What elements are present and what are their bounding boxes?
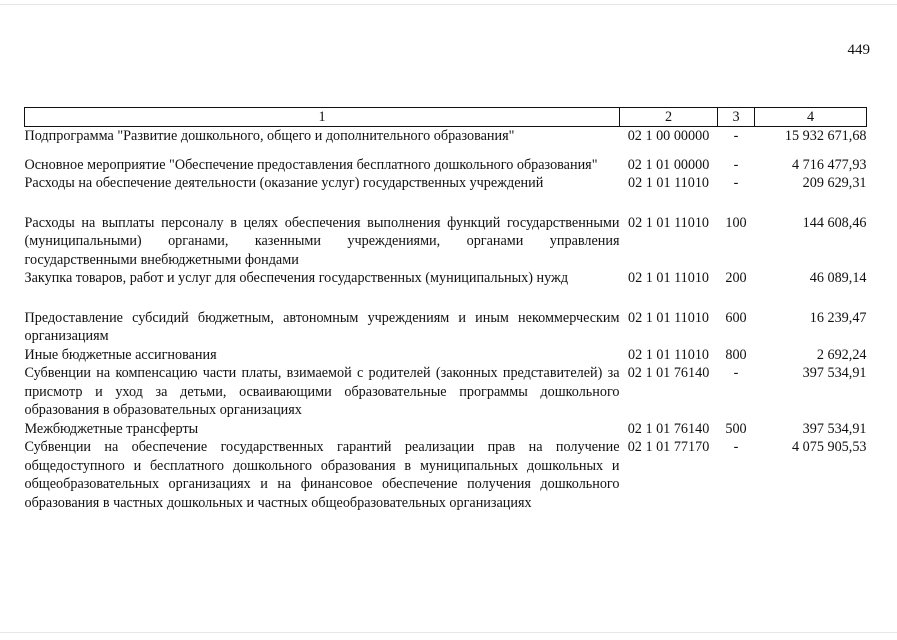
table-row [25, 309, 867, 346]
row-type: - [733, 175, 739, 191]
table-row [25, 156, 867, 175]
scan-artifact-top [0, 4, 897, 5]
row-name: Межбюджетные трансферты [24, 420, 199, 437]
row-code: 02 1 01 11010 [627, 175, 710, 191]
row-amount: 397 534,91 [802, 420, 867, 437]
table-row [25, 438, 867, 512]
row-code: 02 1 00 00000 [627, 128, 710, 144]
row-code: 02 1 01 11010 [627, 346, 710, 363]
row-code: 02 1 01 77170 [627, 439, 710, 455]
row-type: - [733, 365, 739, 381]
row-amount: 144 608,46 [802, 214, 867, 231]
row-name: Расходы на выплаты персоналу в целях обеспечения выполнения функций государственными (муниципальными) органами, казенными учреждениями, органами управления государственными внебюджетными фондами [24, 214, 620, 268]
header-col-3: 3 [718, 108, 755, 127]
table-row [25, 420, 867, 439]
table-row [25, 174, 867, 214]
row-type: - [733, 156, 739, 173]
row-name: Субвенции на компенсацию части платы, взимаемой с родителей (законных представителей) за присмотр и уход за детьми, осваивающими образовательные программы дошкольного образования в образовательных организациях [24, 365, 620, 418]
row-type: 200 [725, 270, 747, 286]
row-code: 02 1 01 00000 [627, 156, 710, 173]
row-type: - [733, 128, 739, 144]
header-col-2: 2 [620, 108, 718, 127]
table-row [25, 269, 867, 309]
table-row [25, 127, 867, 156]
row-amount: 209 629,31 [802, 175, 867, 191]
row-name: Субвенции на обеспечение государственных гарантий реализации прав на получение общедоступного и бесплатного дошкольного образования в муниципальных дошкольных и общеобразовательных организациях и на финансовое обеспечение получения дошкольного образования в частных дошкольных и частных общеобразовательных организациях [24, 439, 620, 511]
scan-artifact-bottom [0, 632, 897, 633]
budget-table [24, 107, 867, 512]
row-amount: 46 089,14 [809, 270, 867, 286]
row-type: 600 [725, 309, 747, 326]
row-code: 02 1 01 76140 [627, 365, 710, 381]
header-col-4: 4 [755, 108, 867, 127]
row-amount: 16 239,47 [809, 309, 867, 326]
row-code: 02 1 01 11010 [627, 270, 710, 286]
row-type: 100 [725, 214, 747, 231]
header-col-1: 1 [25, 108, 620, 127]
page-number: 449 [847, 42, 870, 58]
table-row [25, 346, 867, 365]
row-name: Предоставление субсидий бюджетным, автономным учреждениям и иным некоммерческим организациям [24, 309, 620, 344]
row-type: 800 [725, 346, 747, 363]
row-code: 02 1 01 76140 [627, 420, 710, 437]
row-amount: 397 534,91 [802, 365, 867, 381]
row-amount: 15 932 671,68 [784, 128, 867, 144]
row-amount: 2 692,24 [816, 346, 867, 363]
row-name: Подпрограмма "Развитие дошкольного, общего и дополнительного образования" [24, 128, 515, 144]
table-row [25, 214, 867, 270]
row-type: - [733, 439, 739, 455]
row-amount: 4 716 477,93 [792, 156, 867, 173]
table-header-row [25, 108, 867, 127]
row-code: 02 1 01 11010 [627, 214, 710, 231]
budget-table-container [24, 107, 866, 512]
row-name: Основное мероприятие "Обеспечение предоставления бесплатного дошкольного образования" [24, 156, 598, 173]
row-amount: 4 075 905,53 [792, 439, 867, 455]
row-code: 02 1 01 11010 [627, 309, 710, 326]
row-type: 500 [725, 420, 747, 437]
row-name: Закупка товаров, работ и услуг для обеспечения государственных (муниципальных) нужд [24, 270, 569, 286]
row-name: Расходы на обеспечение деятельности (оказание услуг) государственных учреждений [24, 175, 544, 191]
row-name: Иные бюджетные ассигнования [24, 346, 217, 363]
table-row [25, 364, 867, 420]
